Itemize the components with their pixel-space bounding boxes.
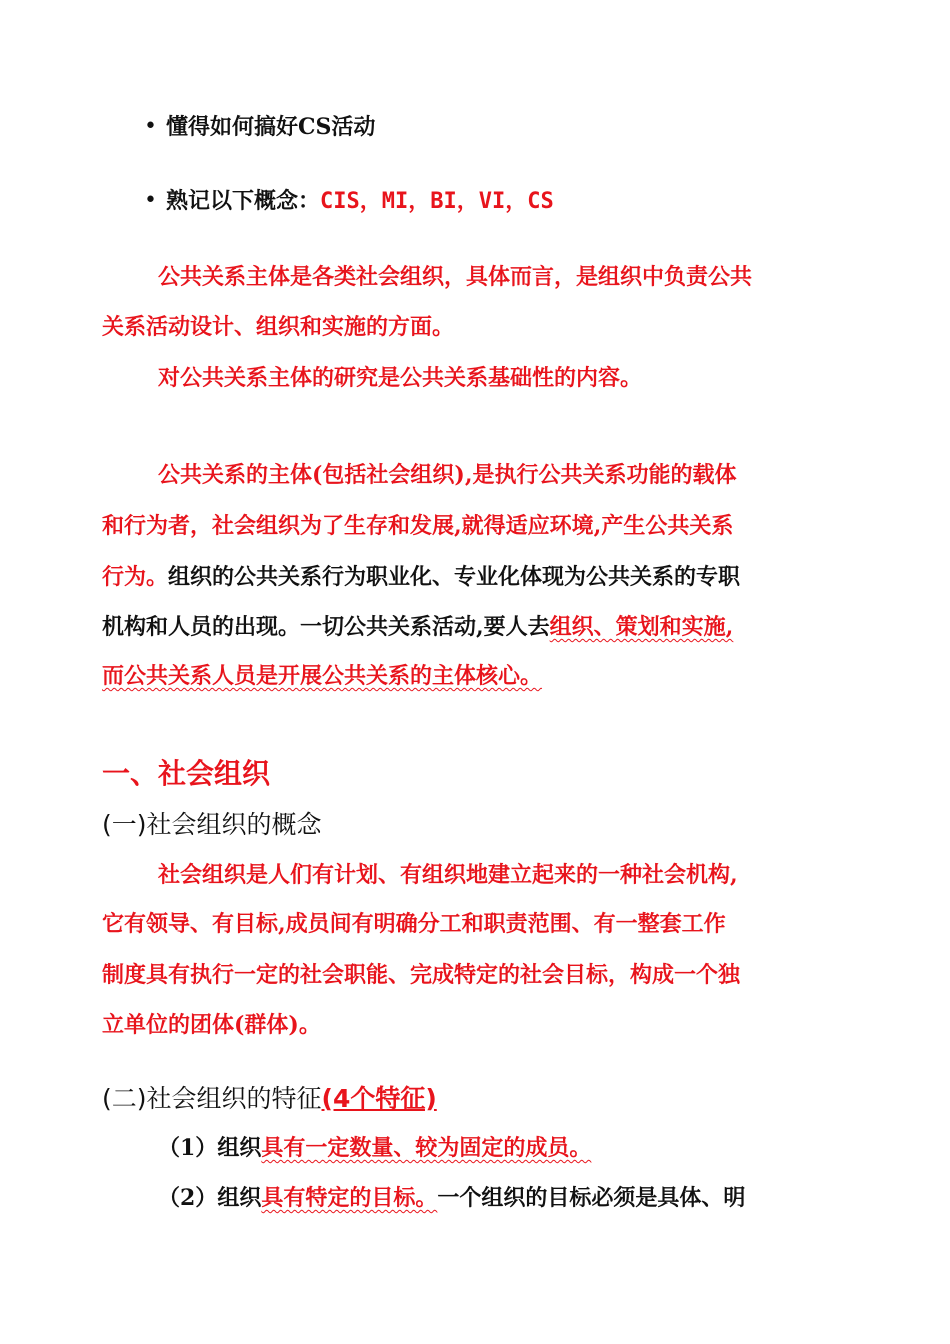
subject-line: [102, 661, 542, 692]
subject-line: [102, 612, 733, 643]
subsection-heading: (一)社会组织的概念: [102, 810, 322, 839]
bullet-item-2: [166, 186, 554, 217]
feature-lead: 组织: [217, 1135, 262, 1161]
subject-line: [102, 562, 740, 593]
feature-item: [158, 1183, 745, 1213]
subject-red-underlined: 组织、策划和实施,: [549, 614, 734, 640]
subject-red-underlined: 而公共关系人员是开展公共关系的主体核心。: [102, 663, 543, 689]
bullet-dot: •: [144, 188, 157, 213]
feature-rest: 一个组织的目标必须是具体、明: [437, 1185, 746, 1211]
concept-line: 制度具有执行一定的社会职能、完成特定的社会目标，构成一个独: [102, 962, 741, 988]
subject-line: 公共关系的主体(包括社会组织),是执行公共关系功能的载体: [158, 462, 737, 488]
subject-line: 和行为者，社会组织为了生存和发展,就得适应环境,产生公共关系: [102, 513, 734, 539]
subject-black-text: 组织的公共关系行为职业化、专业化体现为公共关系的专职: [168, 564, 741, 590]
feature-highlight: 具有一定数量、较为固定的成员。: [261, 1135, 592, 1161]
bullet-prefix: 熟记以下概念：: [166, 188, 321, 214]
feature-count-tag: (4个特征): [321, 1084, 437, 1113]
feature-highlight: 具有特定的目标。: [261, 1185, 438, 1211]
bullet-dot: •: [144, 114, 157, 139]
intro-line: 公共关系主体是各类社会组织，具体而言，是组织中负责公共: [158, 264, 753, 290]
subsection-heading: [102, 1082, 437, 1116]
subject-black-text: 机构和人员的出现。一切公共关系活动,要人去: [102, 614, 550, 640]
feature-lead: 组织: [217, 1185, 262, 1211]
bullet-text: 懂得如何搞好CS活动: [166, 114, 376, 140]
bullet-item-1: [166, 112, 375, 142]
concept-line: 立单位的团体(群体)。: [102, 1012, 321, 1038]
feature-item: [158, 1133, 591, 1163]
intro-line: 关系活动设计、组织和实施的方面。: [102, 314, 455, 340]
intro-line: 对公共关系主体的研究是公共关系基础性的内容。: [158, 365, 643, 391]
subsection-title: (二)社会组织的特征: [102, 1084, 322, 1113]
feature-number: （2）: [158, 1185, 218, 1211]
concept-line: 社会组织是人们有计划、有组织地建立起来的一种社会机构,: [158, 862, 738, 888]
section-heading: 一、社会组织: [102, 757, 271, 790]
concept-line: 它有领导、有目标,成员间有明确分工和职责范围、有一整套工作: [102, 911, 726, 937]
feature-number: （1）: [158, 1135, 218, 1161]
subject-red-text: 行为。: [102, 564, 169, 590]
bullet-highlight: CIS，MI，BI，VI，CS: [320, 189, 554, 214]
